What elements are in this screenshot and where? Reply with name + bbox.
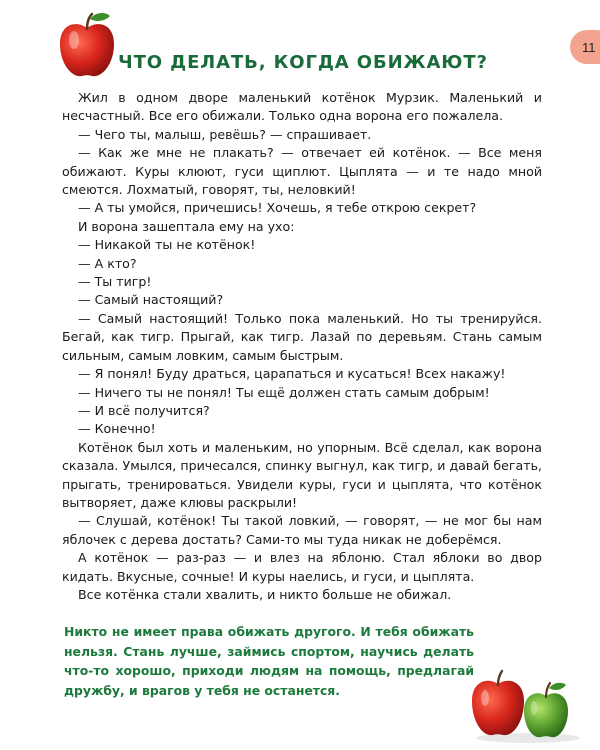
story-paragraph: — Самый настоящий?: [78, 292, 224, 308]
story-paragraph: — Ничего ты не понял! Ты ещё должен стать самым добрым!: [78, 384, 490, 400]
red-apple-icon: [56, 8, 118, 80]
story-paragraph: — Никакой ты не котёнок!: [78, 237, 256, 253]
story-paragraph: А котёнок — раз-раз — и влез на яблоню. Стал яблоки во двор кидать. Вкусные, сочные! И куры наелись, и гуси, и цыплята.: [62, 550, 542, 584]
story-paragraph: И ворона зашептала ему на ухо:: [78, 218, 295, 234]
story-paragraph: — Самый настоящий! Только пока маленький. Но ты тренируйся. Бегай, как тигр. Прыгай, как тигр. Лазай по деревьям. Стань самым сильным, самым ловким, самым быстрым.: [62, 310, 542, 363]
story-text: [62, 89, 542, 604]
story-paragraph: — Чего ты, малыш, ревёшь? — спрашивает.: [78, 126, 372, 142]
page-number: 11: [570, 30, 600, 64]
story-paragraph: — А ты умойся, причешись! Хочешь, я тебе открою секрет?: [78, 200, 477, 216]
story-paragraph: — Слушай, котёнок! Ты такой ловкий, — говорят, — не мог бы нам яблочек с дерева достать? Сами-то мы туда никак не доберёмся.: [62, 513, 542, 547]
story-paragraph: — А кто?: [78, 255, 137, 271]
apples-illustration-icon: [462, 664, 582, 744]
story-paragraph: — Конечно!: [78, 421, 156, 437]
story-paragraph: — Ты тигр!: [78, 274, 152, 290]
story-paragraph: — И всё получится?: [78, 402, 210, 418]
story-paragraph: Котёнок был хоть и маленьким, но упорным. Всё сделал, как ворона сказала. Умылся, причесался, спинку выгнул, как тигр, и давай бегать, прыгать, тренироваться. Увидели куры, гуси и цыплята, что котёнок вытворяет, даже клювы раскрыли!: [62, 439, 542, 510]
story-paragraph: — Как же мне не плакать? — отвечает ей котёнок. — Все меня обижают. Куры клюют, гуси щиплют. Цыплята — и те надо мной смеются. Лохматый, говорят, ты, неловкий!: [62, 145, 542, 198]
story-paragraph: — Я понял! Буду драться, царапаться и кусаться! Всех накажу!: [78, 366, 506, 382]
moral-text: Никто не имеет права обижать другого. И тебя обижать нельзя. Стань лучше, займись спортом, научись делать что-то хорошо, приходи людям на помощь, предлагай дружбу, и врагов у тебя не останется.: [64, 624, 474, 698]
story-paragraph: Жил в одном дворе маленький котёнок Мурзик. Маленький и несчастный. Все его обижали. Только одна ворона его пожалела.: [62, 90, 542, 124]
story-paragraph: Все котёнка стали хвалить, и никто больше не обижал.: [78, 586, 452, 602]
page-title: ЧТО ДЕЛАТЬ, КОГДА ОБИЖАЮТ?: [118, 52, 488, 73]
